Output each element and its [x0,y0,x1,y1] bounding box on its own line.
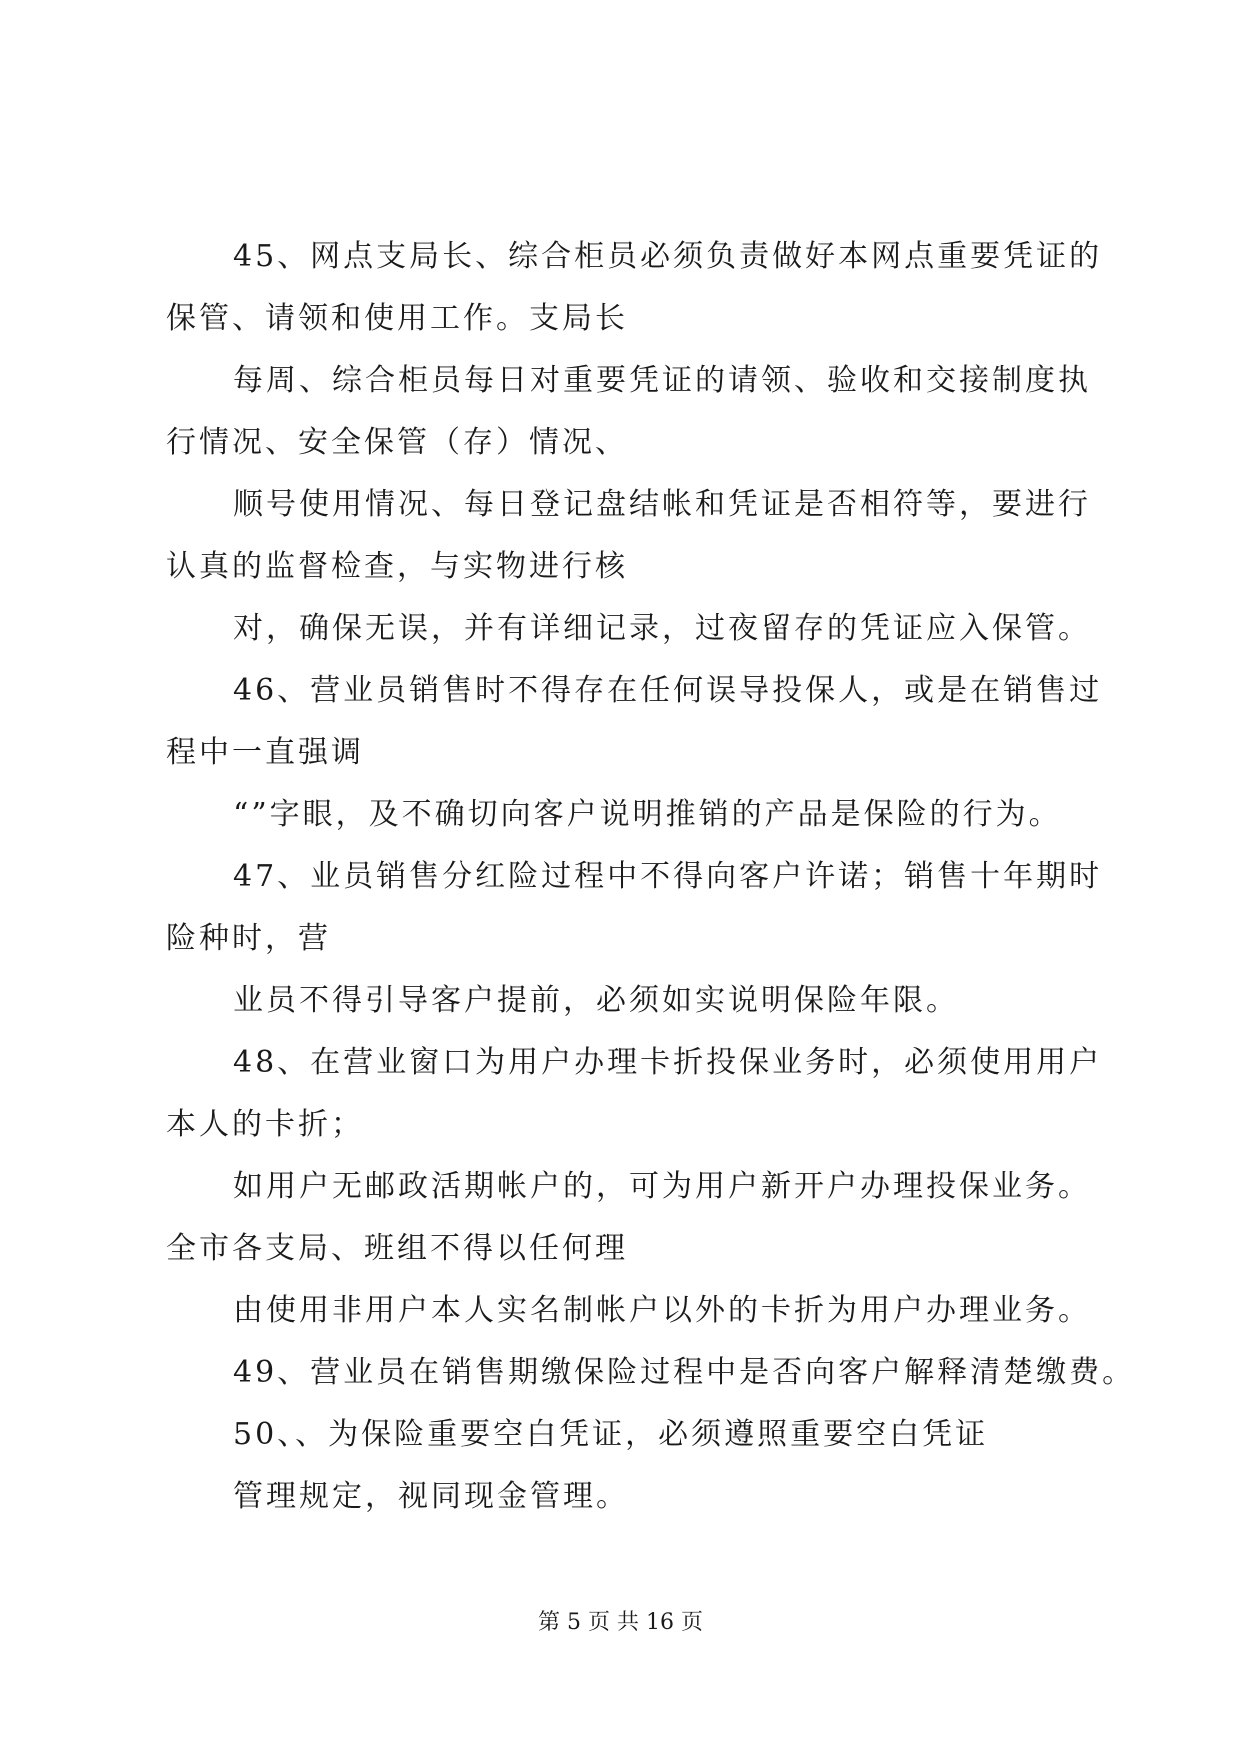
paragraph-line: 对，确保无误，并有详细记录，过夜留存的凭证应入保管。 [233,611,1091,646]
paragraph-line: 认真的监督检查，与实物进行核 [166,549,628,584]
paragraph-line: 49、营业员在销售期缴保险过程中是否向客户解释清楚缴费。 [233,1355,1136,1390]
paragraph-line: 保管、请领和使用工作。支局长 [166,301,628,336]
paragraph-line: 程中一直强调 [166,735,364,770]
paragraph-line: 47、业员销售分红险过程中不得向客户许诺；销售十年期时 [233,859,1103,894]
paragraph-line: 46、营业员销售时不得存在任何误导投保人，或是在销售过 [233,673,1103,708]
paragraph-line: 管理规定，视同现金管理。 [233,1479,629,1514]
paragraph-line: 45、网点支局长、综合柜员必须负责做好本网点重要凭证的 [233,239,1103,274]
page-footer: 第 5 页 共 16 页 [538,1610,703,1635]
paragraph-line: 本人的卡折； [166,1107,364,1142]
paragraph-line: 险种时，营 [166,921,331,956]
paragraph-line: 48、在营业窗口为用户办理卡折投保业务时，必须使用用户 [233,1045,1103,1080]
paragraph-line: “”字眼，及不确切向客户说明推销的产品是保险的行为。 [233,797,1062,832]
paragraph-line: 顺号使用情况、每日登记盘结帐和凭证是否相符等，要进行 [233,487,1091,522]
paragraph-line: 由使用非用户本人实名制帐户以外的卡折为用户办理业务。 [233,1293,1091,1328]
paragraph-line: 行情况、安全保管（存）情况、 [166,425,628,460]
paragraph-line: 如用户无邮政活期帐户的，可为用户新开户办理投保业务。 [233,1169,1091,1204]
paragraph-line: 50、、为保险重要空白凭证，必须遵照重要空白凭证 [233,1417,989,1452]
paragraph-line: 全市各支局、班组不得以任何理 [166,1231,628,1266]
paragraph-line: 业员不得引导客户提前，必须如实说明保险年限。 [233,983,959,1018]
paragraph-line: 每周、综合柜员每日对重要凭证的请领、验收和交接制度执 [233,363,1091,398]
